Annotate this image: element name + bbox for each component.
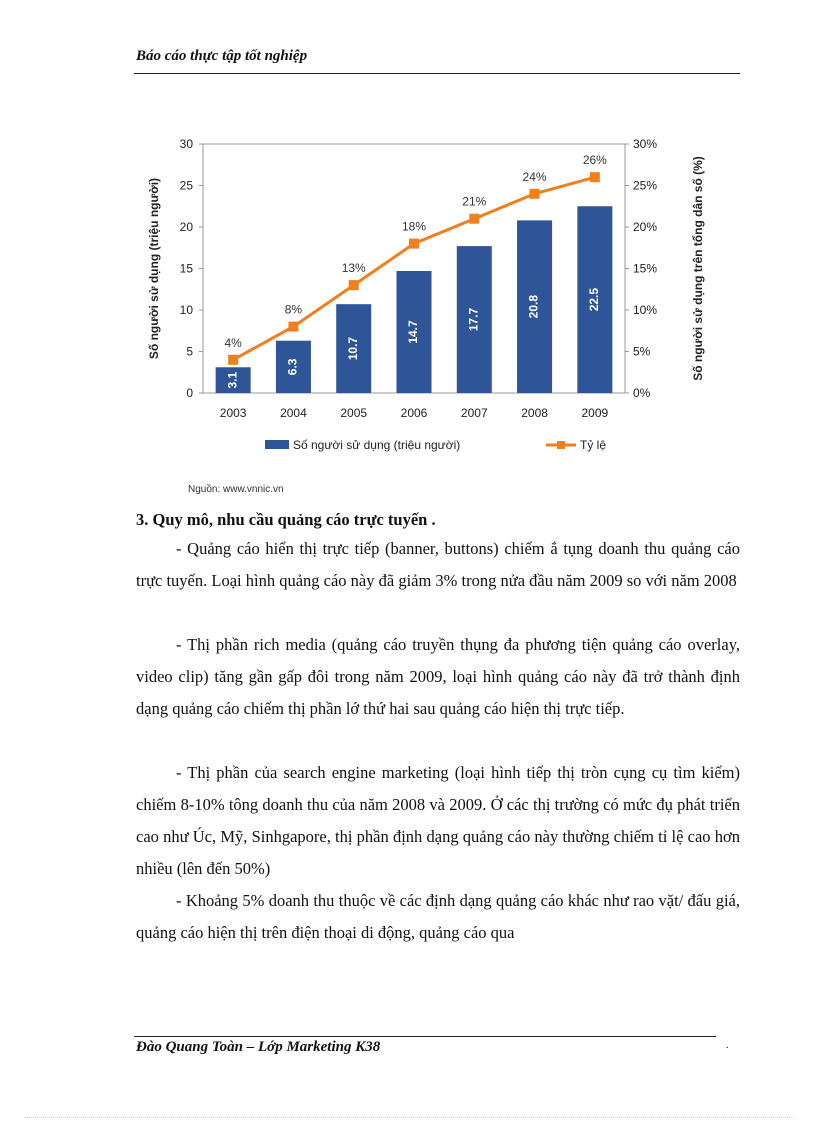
rate-label: 24% [522,169,547,184]
y2-axis-title: Số người sử dụng trên tổng dân số (%) [691,156,705,381]
bar-value-label: 14.7 [406,320,421,344]
header-rule [134,73,740,74]
footer-rule [134,1036,716,1037]
rate-point [228,355,238,365]
y2-tick-label: 25% [633,178,658,193]
y-tick-label: 5 [186,344,193,359]
rate-point [349,280,359,290]
y2-tick-label: 0% [633,386,651,400]
legend-line-marker [557,441,565,449]
x-tick-label: 2007 [460,406,488,420]
bar-value-label: 10.7 [345,336,360,361]
rate-point [288,322,298,332]
y-tick-label: 30 [179,137,193,151]
rate-point [409,239,419,249]
y2-tick-label: 20% [633,220,658,234]
users-chart [130,128,730,468]
x-tick-label: 2005 [340,406,368,420]
rate-point [590,172,600,182]
x-tick-label: 2004 [280,406,307,420]
legend-bar-swatch [265,440,289,449]
bar-value-label: 17.7 [466,307,481,332]
rate-label: 13% [341,261,366,276]
y-tick-label: 15 [179,261,193,276]
x-tick-label: 2008 [521,406,548,420]
bar-value-label: 3.1 [225,371,240,389]
paragraph-2: - Thị phần rich media (quảng cáo truyền thụng đa phương tiện quảng cáo overlay, video clip) tăng gần gấp đôi trong năm 2009, loại hình quảng cáo này đã trở thành định dạng quảng cáo chiếm thị phần lớ thứ hai sau quảng cáo hiện thị trực tiếp. [136,635,740,718]
legend-line-label: Tỷ lệ [580,438,607,452]
y2-tick-label: 30% [633,137,658,151]
y-tick-label: 20 [179,220,193,234]
footer-mark: . [726,1040,729,1051]
section-heading: 3. Quy mô, nhu cầu quảng cáo trực tuyến . [136,510,436,529]
y2-tick-label: 5% [633,344,651,359]
bar-value-label: 22.5 [587,287,602,312]
paragraph-3: - Thị phần của search engine marketing (loại hình tiếp thị tròn cụng cụ tìm kiếm) chiếm 8-10% tông doanh thu của năm 2008 và 2009. Ở các thị trường có mức đụ phát triển cao như Úc, Mỹ, Sinhgapore, thị phần định dạng quảng cáo này thường chiếm tỉ lệ cao hơn nhiều (lên đến 50%) [136,763,740,878]
paragraph-1: - Quảng cáo hiển thị trực tiếp (banner, buttons) chiếm ắ tụng doanh thu quảng cáo trực tuyến. Loại hình quảng cáo này đã giảm 3% trong nửa đầu năm 2009 so với năm 2008 [136,539,740,590]
rate-label: 4% [224,335,242,350]
rate-label: 8% [284,302,303,317]
page-header-title: Báo cáo thực tập tốt nghiệp [136,48,308,64]
y2-tick-label: 10% [633,303,658,317]
x-tick-label: 2003 [219,406,247,420]
x-tick-label: 2006 [400,406,428,420]
plot-area [147,137,705,452]
rate-label: 21% [462,194,487,209]
footer-author: Đào Quang Toàn – Lớp Marketing K38 [136,1039,381,1055]
legend-bar-label: Số người sử dụng (triệu người) [293,438,461,452]
rate-label: 26% [582,153,607,168]
bar-value-label: 6.3 [285,358,300,376]
y-tick-label: 0 [186,386,193,400]
y-axis-title: Số người sử dụng (triệu người) [147,177,161,360]
rate-point [530,189,540,199]
bar-value-label: 20.8 [526,295,541,319]
page-edge-dotted [24,1117,794,1118]
chart-source: Nguồn: www.vnnic.vn [188,484,284,495]
x-tick-label: 2009 [581,406,609,420]
y-tick-label: 10 [179,303,193,317]
rate-label: 18% [401,219,427,234]
y2-tick-label: 15% [633,261,658,276]
paragraph-4: - Khoảng 5% doanh thu thuộc về các định dạng quảng cáo khác như rao vặt/ đấu giá, quảng cáo hiện thị trên điện thoại di động, quảng cáo qua [136,891,740,942]
rate-point [469,214,479,224]
y-tick-label: 25 [179,178,193,193]
